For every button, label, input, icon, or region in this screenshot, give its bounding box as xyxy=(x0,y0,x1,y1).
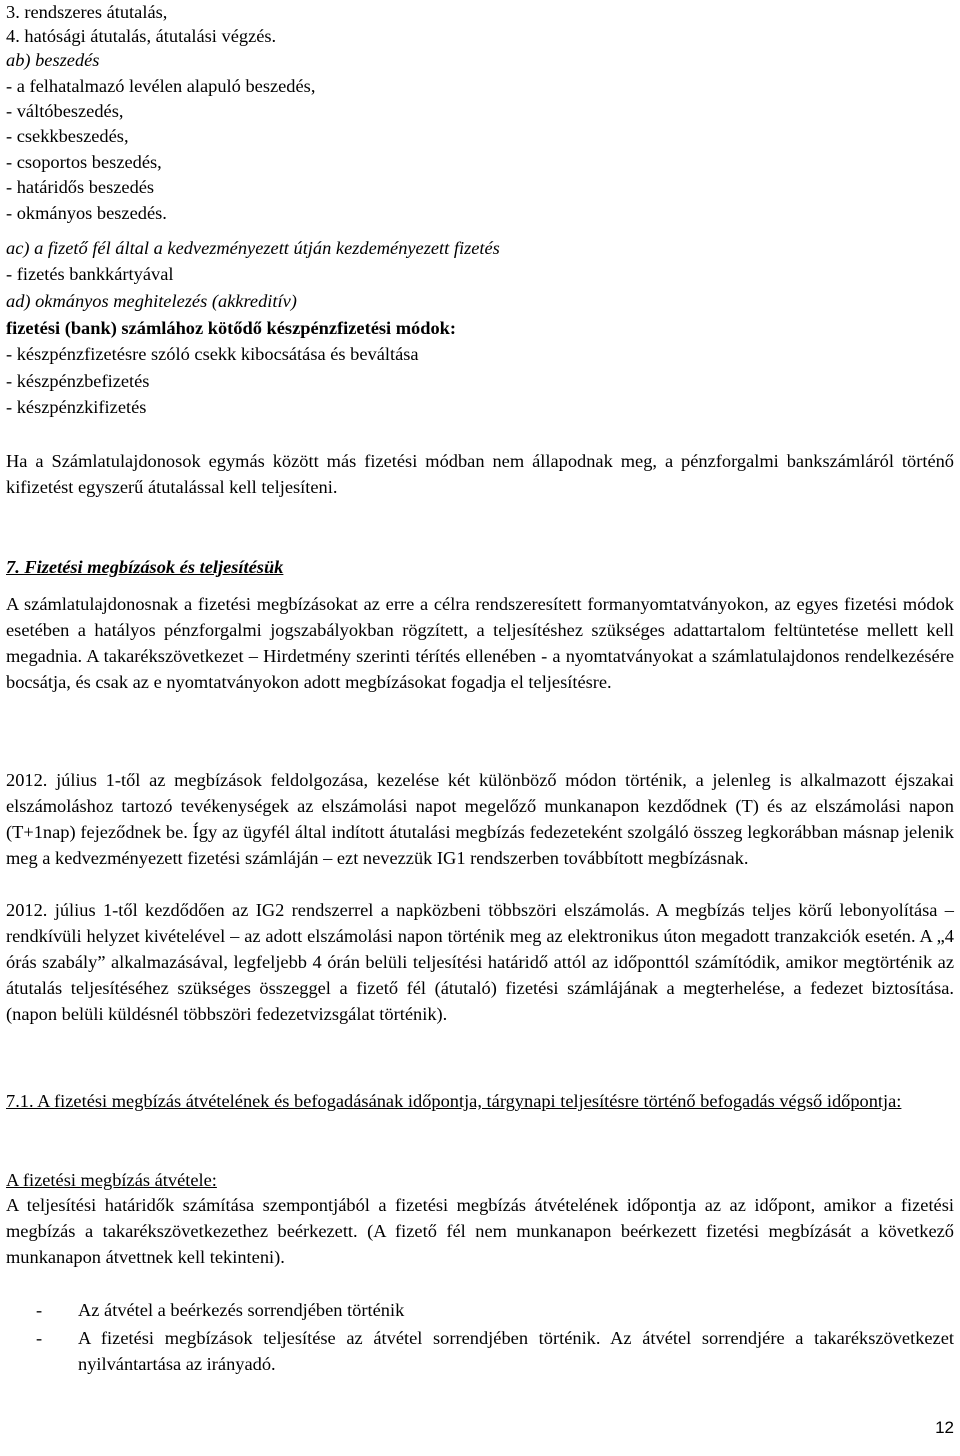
paragraph: 2012. július 1-től kezdődően az IG2 rendszerrel a napközbeni többszöri elszámolás. A megbízás teljes körű lebonyolítása – rendkívüli helyzet kivételével – az adott elszámolási napon történik meg az elektronikus úton megadott tranzakciók esetén. A „4 órás szabály” alkalmazásával, legfeljebb 4 órán belüli teljesítési határidő attól az időponttól számítódik, amikor megtörténik az átutalás teljesítéséhez szükséges összeggel a fizető fél (átutaló) fizetési számlájának a megterhelése, a fedezet biztosítása. (napon belüli küldésnél többszöri fedezetvizsgálat történik). xyxy=(6,900,954,1024)
list-item: - okmányos beszedés. xyxy=(6,203,167,223)
list-item: - csekkbeszedés, xyxy=(6,126,129,146)
paragraph: A teljesítési határidők számítása szempontjából a fizetési megbízás átvételének időpontja az az időpont, amikor a fizetési megbízás a takarékszövetkezethez beérkezett. (A fizető fél nem munkanapon beérkezett fizetési megbízását a következő munkanapon átvettnek kell tekinteni). xyxy=(6,1195,954,1267)
paragraph: 2012. július 1-től az megbízások feldolgozása, kezelése két különböző módon történik, a jelenleg is alkalmazott éjszakai elszámoláshoz tartozó tevékenységek az elszámolási napot megelőző munkanapon kezdődnek (T) és az elszámolási napon (T+1nap) fejeződnek be. Így az ügyfél által indított átutalási megbízás fedezeteként szolgáló összeg legkorábban másnap jelenik meg a kedvezményezett fizetési számláján – ezt nevezzük IG1 rendszerben továbbított megbízásnak. xyxy=(6,770,954,868)
list-item: - határidős beszedés xyxy=(6,177,155,197)
page-number: 12 xyxy=(935,1418,954,1437)
bullet-text: Az átvétel a beérkezés sorrendjében történik xyxy=(78,1300,405,1320)
subsection-heading: ab) beszedés xyxy=(6,50,100,70)
section-heading: 7.1. A fizetési megbízás átvételének és befogadásának időpontja, tárgynapi teljesítésre történő befogadás végső időpontja: xyxy=(6,1091,902,1111)
paragraph: A számlatulajdonosnak a fizetési megbízásokat az erre a célra rendszeresített formanyomtatványokon, az egyes fizetési módok esetében a hatályos pénzforgalmi jogszabályokban rögzített, a teljesítéshez szükséges adattartalom feltüntetése mellett kell megadnia. A takarékszövetkezet – Hirdetmény szerinti térítés ellenében - a nyomtatványokat a számlatulajdonos rendelkezésére bocsátja, és csak az e nyomtatványokon adott megbízásokat fogadja el teljesítésre. xyxy=(6,594,954,692)
bullet-text: A fizetési megbízások teljesítése az átvétel sorrendjében történik. Az átvétel sorrendjére a takarékszövetkezet nyilvántartása az irányadó. xyxy=(78,1328,954,1374)
list-item: - a felhatalmazó levélen alapuló beszedés, xyxy=(6,76,316,96)
list-item: 4. hatósági átutalás, átutalási végzés. xyxy=(6,26,277,46)
list-item: - készpénzkifizetés xyxy=(6,397,147,417)
bullet-item xyxy=(36,1297,954,1323)
bullet-item xyxy=(36,1325,954,1377)
section-heading: 7. Fizetési megbízások és teljesítésük xyxy=(6,557,284,577)
paragraph: Ha a Számlatulajdonosok egymás között más fizetési módban nem állapodnak meg, a pénzforgalmi bankszámláról történő kifizetést egyszerű átutalással kell teljesíteni. xyxy=(6,451,954,497)
bullet-dash: - xyxy=(36,1300,43,1320)
bullet-dash: - xyxy=(36,1328,43,1348)
list-item: - csoportos beszedés, xyxy=(6,152,162,172)
list-item: - készpénzfizetésre szóló csekk kibocsátása és beváltása xyxy=(6,344,419,364)
subsection-heading: ac) a fizető fél által a kedvezményezett útján kezdeményezett fizetés xyxy=(6,238,500,258)
list-item: - készpénzbefizetés xyxy=(6,371,150,391)
subsection-heading: ad) okmányos meghitelezés (akkreditív) xyxy=(6,291,297,311)
list-item: - váltóbeszedés, xyxy=(6,101,124,121)
subsection-heading: A fizetési megbízás átvétele: xyxy=(6,1170,217,1190)
subsection-heading: fizetési (bank) számlához kötődő készpénzfizetési módok: xyxy=(6,318,457,338)
list-item: - fizetés bankkártyával xyxy=(6,264,174,284)
list-item: 3. rendszeres átutalás, xyxy=(6,2,168,22)
